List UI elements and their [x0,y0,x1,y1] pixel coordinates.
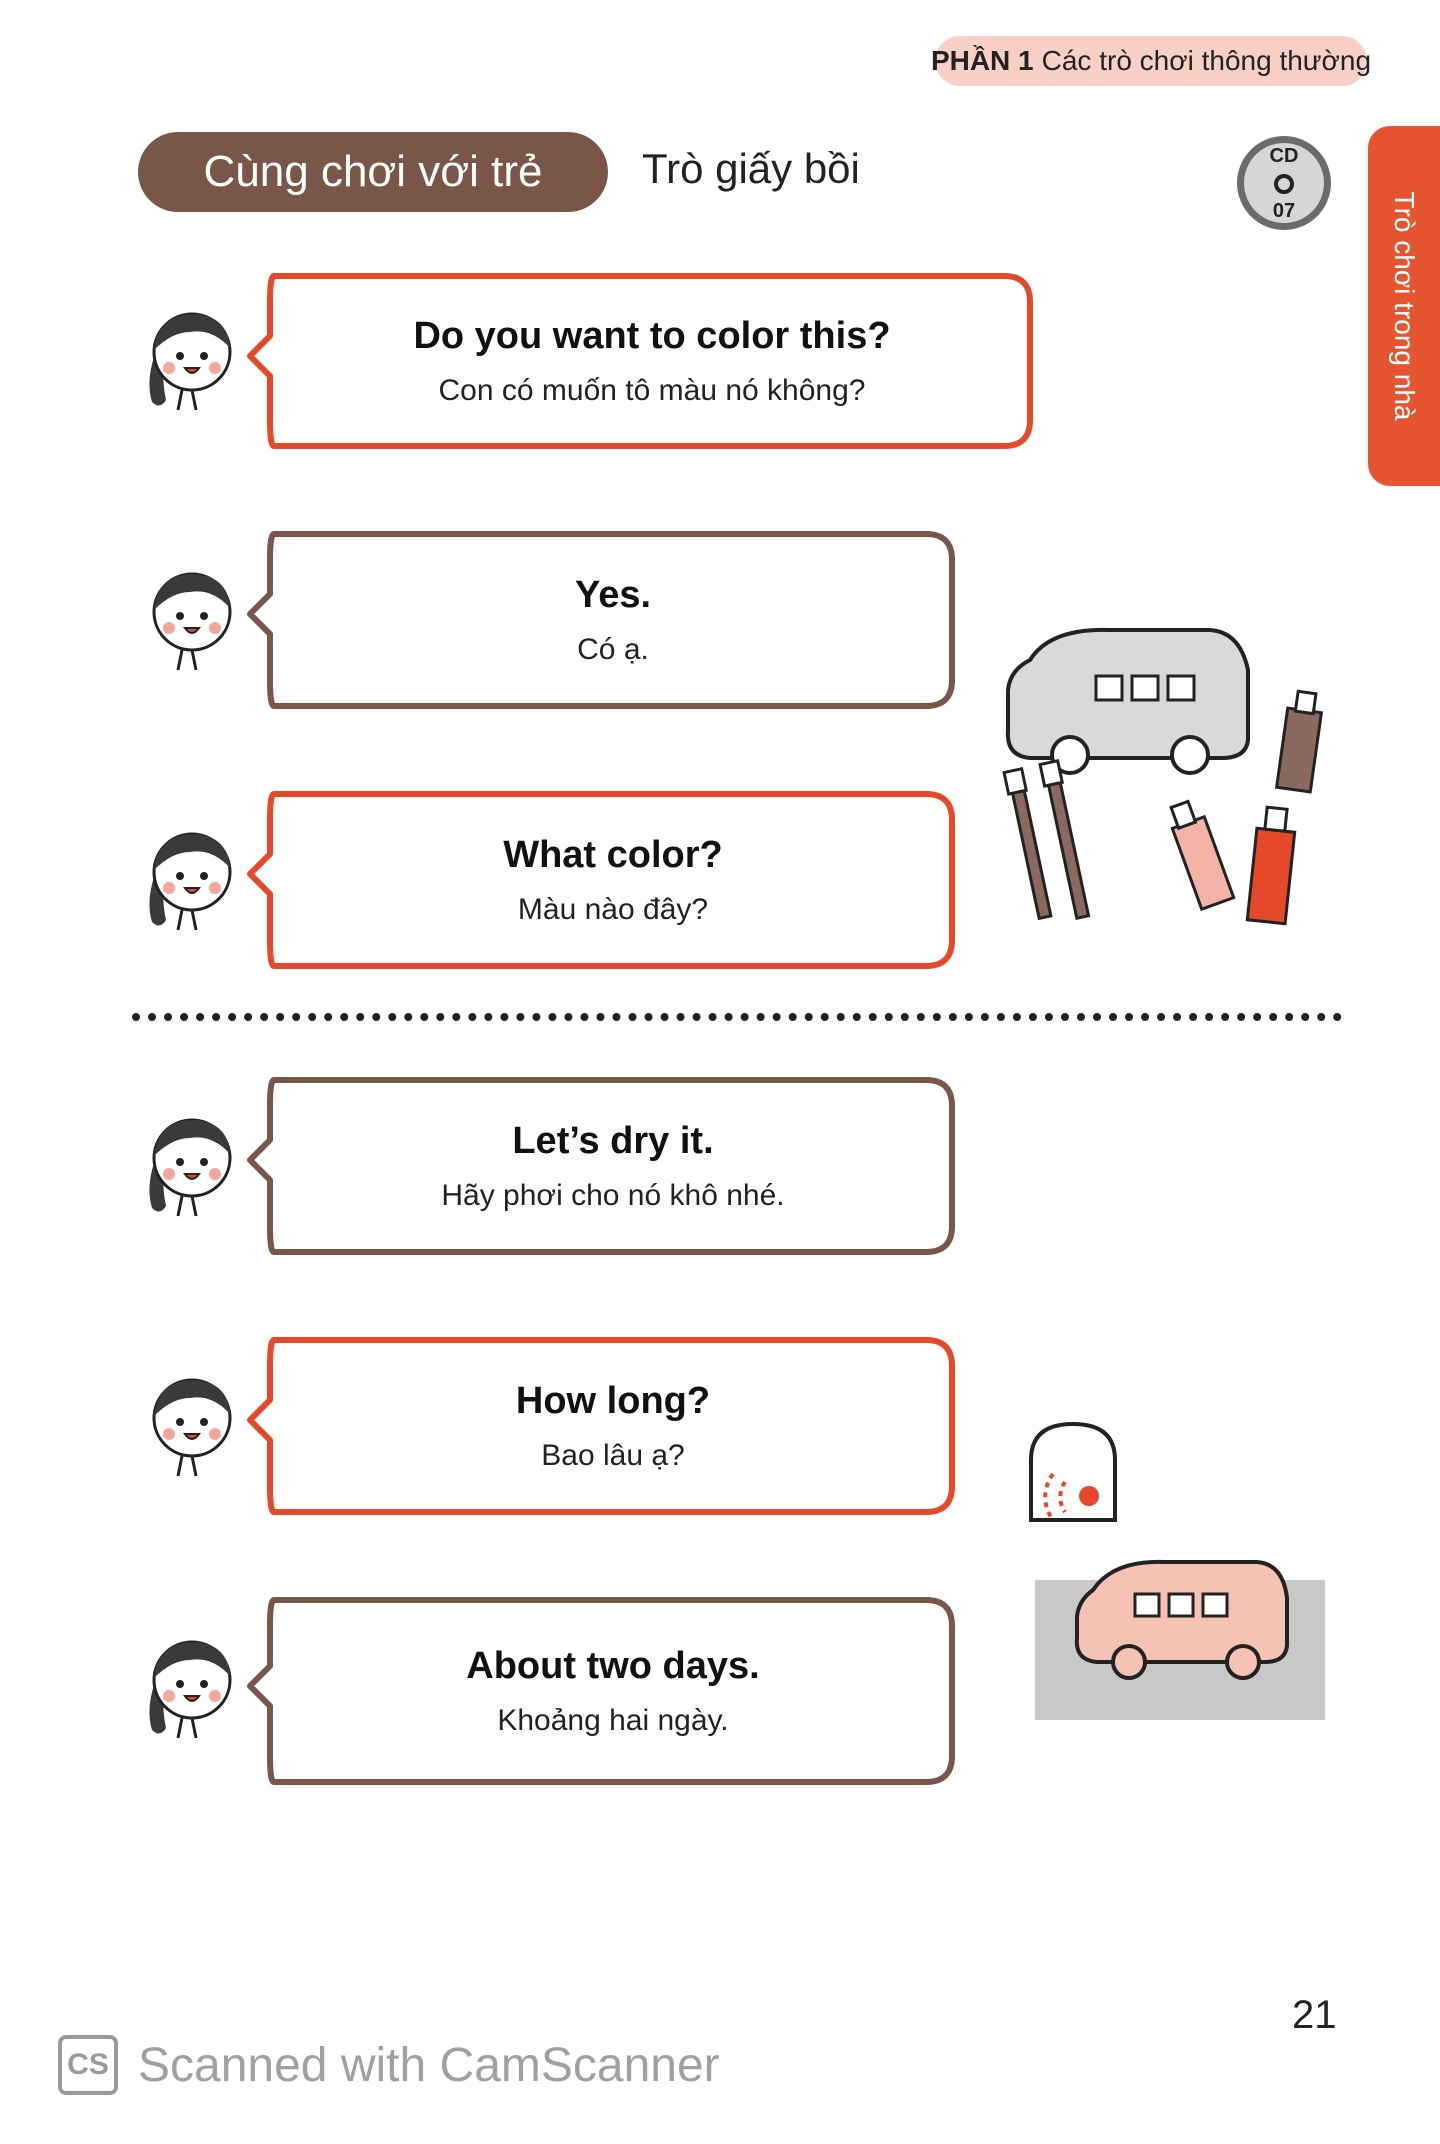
part-label: PHẦN 1 [930,45,1034,76]
heater-icon [1031,1424,1115,1520]
cd-icon [1234,133,1334,233]
dialogue-5 [270,1336,956,1516]
child-avatar-icon [142,562,232,674]
side-tab-label: Trò chơi trong nhà [1389,191,1420,421]
paper-bus-icon [1077,1562,1287,1678]
page-number: 21 [1292,1993,1337,2037]
dialogue-3 [270,790,956,970]
camscanner-logo-icon: CS [58,2035,118,2095]
dialogue-vietnamese: Có ạ. [577,632,649,666]
paint-illustration [990,620,1350,950]
section-title: Cùng chơi với trẻ [138,132,608,212]
section-subtitle: Trò giấy bồi [642,145,860,192]
watermark-text: Scanned with CamScanner [138,2038,720,2092]
dialogue-6 [270,1596,956,1786]
section-divider [132,1013,1342,1021]
mother-avatar-icon [142,822,232,934]
dialogue-vietnamese: Con có muốn tô màu nó không? [438,373,866,407]
avatar-mother [142,302,232,419]
mother-avatar-icon [142,1108,232,1220]
avatar-mother [142,1108,232,1225]
avatar-child [142,562,232,679]
cd-label: CD [1269,145,1299,167]
dialogue-english: Do you want to color this? [413,314,891,357]
side-tab [1368,126,1440,486]
part-header [930,36,1372,86]
dialogue-english: How long? [515,1379,711,1422]
mother-avatar-icon [142,302,232,414]
dialogue-vietnamese: Hãy phơi cho nó khô nhé. [441,1178,785,1212]
drying-illustration [1025,1420,1335,1730]
camscanner-watermark [58,2033,720,2097]
cd-number: 07 [1272,200,1296,222]
avatar-mother [142,1630,232,1747]
dialogue-2 [270,530,956,710]
dialogue-vietnamese: Màu nào đây? [517,892,709,926]
paper-bus-icon [1008,630,1248,773]
dialogue-4 [270,1076,956,1256]
dialogue-english: Yes. [574,573,652,616]
dialogue-english: Let’s dry it. [512,1119,714,1162]
dialogue-vietnamese: Bao lâu ạ? [541,1438,685,1472]
mother-avatar-icon [142,1630,232,1742]
part-title: Các trò chơi thông thường [1041,45,1372,76]
dialogue-1 [270,272,1034,450]
dialogue-vietnamese: Khoảng hai ngày. [497,1703,729,1737]
child-avatar-icon [142,1368,232,1480]
avatar-child [142,1368,232,1485]
dialogue-english: What color? [503,833,723,876]
paintbrush-icon [1004,761,1089,919]
dialogue-english: About two days. [466,1644,760,1687]
avatar-mother [142,822,232,939]
